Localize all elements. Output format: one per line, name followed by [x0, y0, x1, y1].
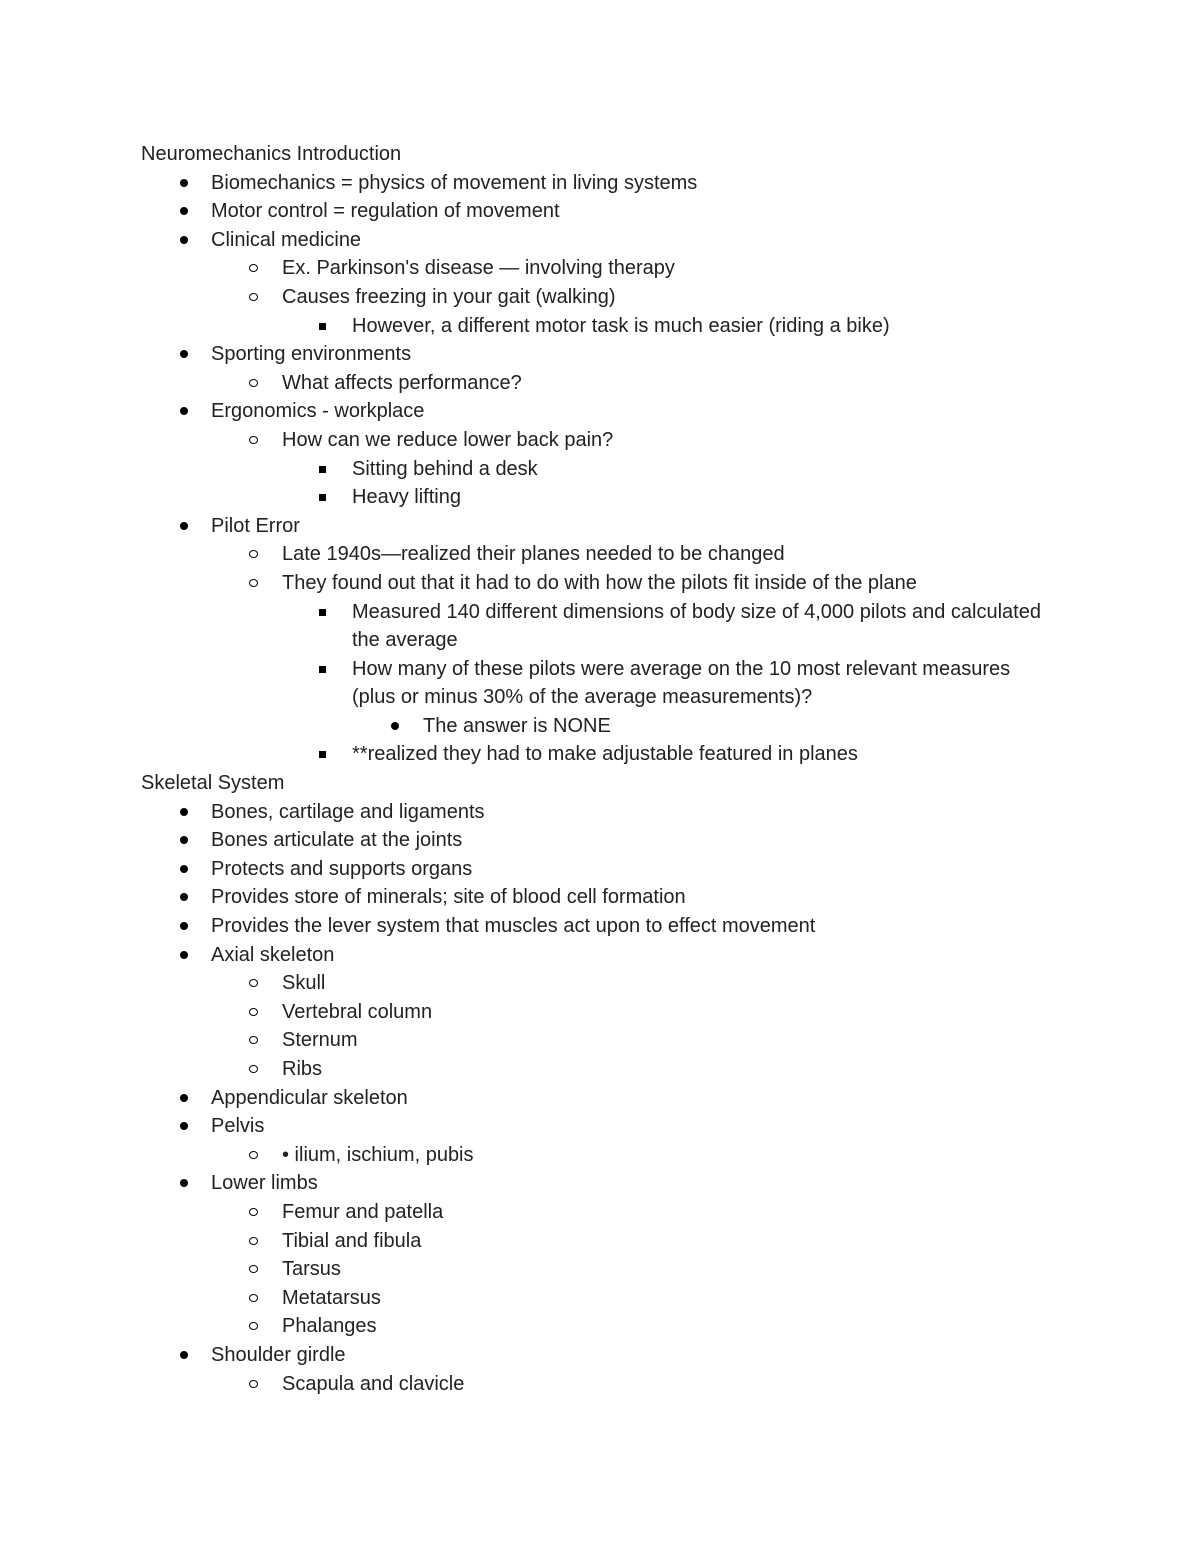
disc-bullet-icon	[176, 883, 196, 912]
list-item: However, a different motor task is much easier (riding a bike)	[141, 312, 1041, 341]
circle-bullet-icon	[246, 569, 266, 598]
disc-bullet-icon	[176, 826, 196, 855]
list-item: • ilium, ischium, pubis	[141, 1141, 1041, 1170]
disc-bullet-icon	[176, 169, 196, 198]
square-bullet-icon	[316, 312, 336, 341]
circle-bullet-icon	[246, 1198, 266, 1227]
circle-bullet-icon	[246, 1055, 266, 1084]
list-item: The answer is NONE	[141, 712, 1041, 741]
circle-bullet-icon	[246, 1141, 266, 1170]
circle-bullet-icon	[246, 1284, 266, 1313]
disc-bullet-icon	[176, 512, 196, 541]
disc-bullet-icon	[176, 1169, 196, 1198]
list-item: Ergonomics - workplace	[141, 397, 1041, 426]
disc-bullet-icon	[176, 912, 196, 941]
disc-bullet-icon	[176, 340, 196, 369]
circle-bullet-icon	[246, 254, 266, 283]
list-item: Femur and patella	[141, 1198, 1041, 1227]
neuromechanics-list	[141, 169, 1041, 769]
disc-bullet-icon	[176, 1341, 196, 1370]
list-item: Ribs	[141, 1055, 1041, 1084]
circle-bullet-icon	[246, 1312, 266, 1341]
circle-bullet-icon	[246, 1227, 266, 1256]
list-item: Sternum	[141, 1026, 1041, 1055]
disc-bullet-icon	[387, 712, 407, 741]
disc-bullet-icon	[176, 798, 196, 827]
list-item: How can we reduce lower back pain?	[141, 426, 1041, 455]
list-item: Pelvis	[141, 1112, 1041, 1141]
list-item: Clinical medicine	[141, 226, 1041, 255]
circle-bullet-icon	[246, 1026, 266, 1055]
list-item: Late 1940s—realized their planes needed to be changed	[141, 540, 1041, 569]
square-bullet-icon	[316, 655, 336, 684]
section-heading-skeletal: Skeletal System	[141, 772, 285, 795]
list-item: Phalanges	[141, 1312, 1041, 1341]
list-item: Tarsus	[141, 1255, 1041, 1284]
disc-bullet-icon	[176, 226, 196, 255]
notes-body	[141, 140, 1041, 1398]
list-item: Axial skeleton	[141, 941, 1041, 970]
circle-bullet-icon	[246, 969, 266, 998]
list-item: Measured 140 different dimensions of body size of 4,000 pilots and calculated the average	[141, 598, 1041, 655]
square-bullet-icon	[316, 598, 336, 627]
disc-bullet-icon	[176, 855, 196, 884]
circle-bullet-icon	[246, 1255, 266, 1284]
list-item: Sporting environments	[141, 340, 1041, 369]
section-heading-neuromechanics: Neuromechanics Introduction	[141, 143, 402, 165]
list-item: Bones articulate at the joints	[141, 826, 1041, 855]
list-item: Bones, cartilage and ligaments	[141, 798, 1041, 827]
list-item: Pilot Error	[141, 512, 1041, 541]
disc-bullet-icon	[176, 941, 196, 970]
circle-bullet-icon	[246, 1370, 266, 1399]
list-item: How many of these pilots were average on the 10 most relevant measures (plus or minus 30% of the average measurements)?	[141, 655, 1041, 712]
list-item: Causes freezing in your gait (walking)	[141, 283, 1041, 312]
disc-bullet-icon	[176, 197, 196, 226]
list-item: They found out that it had to do with how the pilots fit inside of the plane	[141, 569, 1041, 598]
circle-bullet-icon	[246, 426, 266, 455]
list-item: Tibial and fibula	[141, 1227, 1041, 1256]
list-item: Ex. Parkinson's disease — involving therapy	[141, 254, 1041, 283]
list-item: Shoulder girdle	[141, 1341, 1041, 1370]
square-bullet-icon	[316, 740, 336, 769]
list-item: Lower limbs	[141, 1169, 1041, 1198]
list-item: Provides the lever system that muscles act upon to effect movement	[141, 912, 1041, 941]
list-item: Motor control = regulation of movement	[141, 197, 1041, 226]
square-bullet-icon	[316, 455, 336, 484]
list-item: Provides store of minerals; site of blood cell formation	[141, 883, 1041, 912]
square-bullet-icon	[316, 483, 336, 512]
list-item: Protects and supports organs	[141, 855, 1041, 884]
list-item: Heavy lifting	[141, 483, 1041, 512]
list-item: Scapula and clavicle	[141, 1370, 1041, 1399]
circle-bullet-icon	[246, 998, 266, 1027]
list-item: Sitting behind a desk	[141, 455, 1041, 484]
skeletal-list	[141, 798, 1041, 1398]
list-item: **realized they had to make adjustable featured in planes	[141, 740, 1041, 769]
disc-bullet-icon	[176, 1112, 196, 1141]
circle-bullet-icon	[246, 540, 266, 569]
disc-bullet-icon	[176, 397, 196, 426]
list-item: Metatarsus	[141, 1284, 1041, 1313]
list-item: Biomechanics = physics of movement in living systems	[141, 169, 1041, 198]
circle-bullet-icon	[246, 283, 266, 312]
circle-bullet-icon	[246, 369, 266, 398]
list-item: Skull	[141, 969, 1041, 998]
list-item: Appendicular skeleton	[141, 1084, 1041, 1113]
list-item: What affects performance?	[141, 369, 1041, 398]
list-item: Vertebral column	[141, 998, 1041, 1027]
disc-bullet-icon	[176, 1084, 196, 1113]
